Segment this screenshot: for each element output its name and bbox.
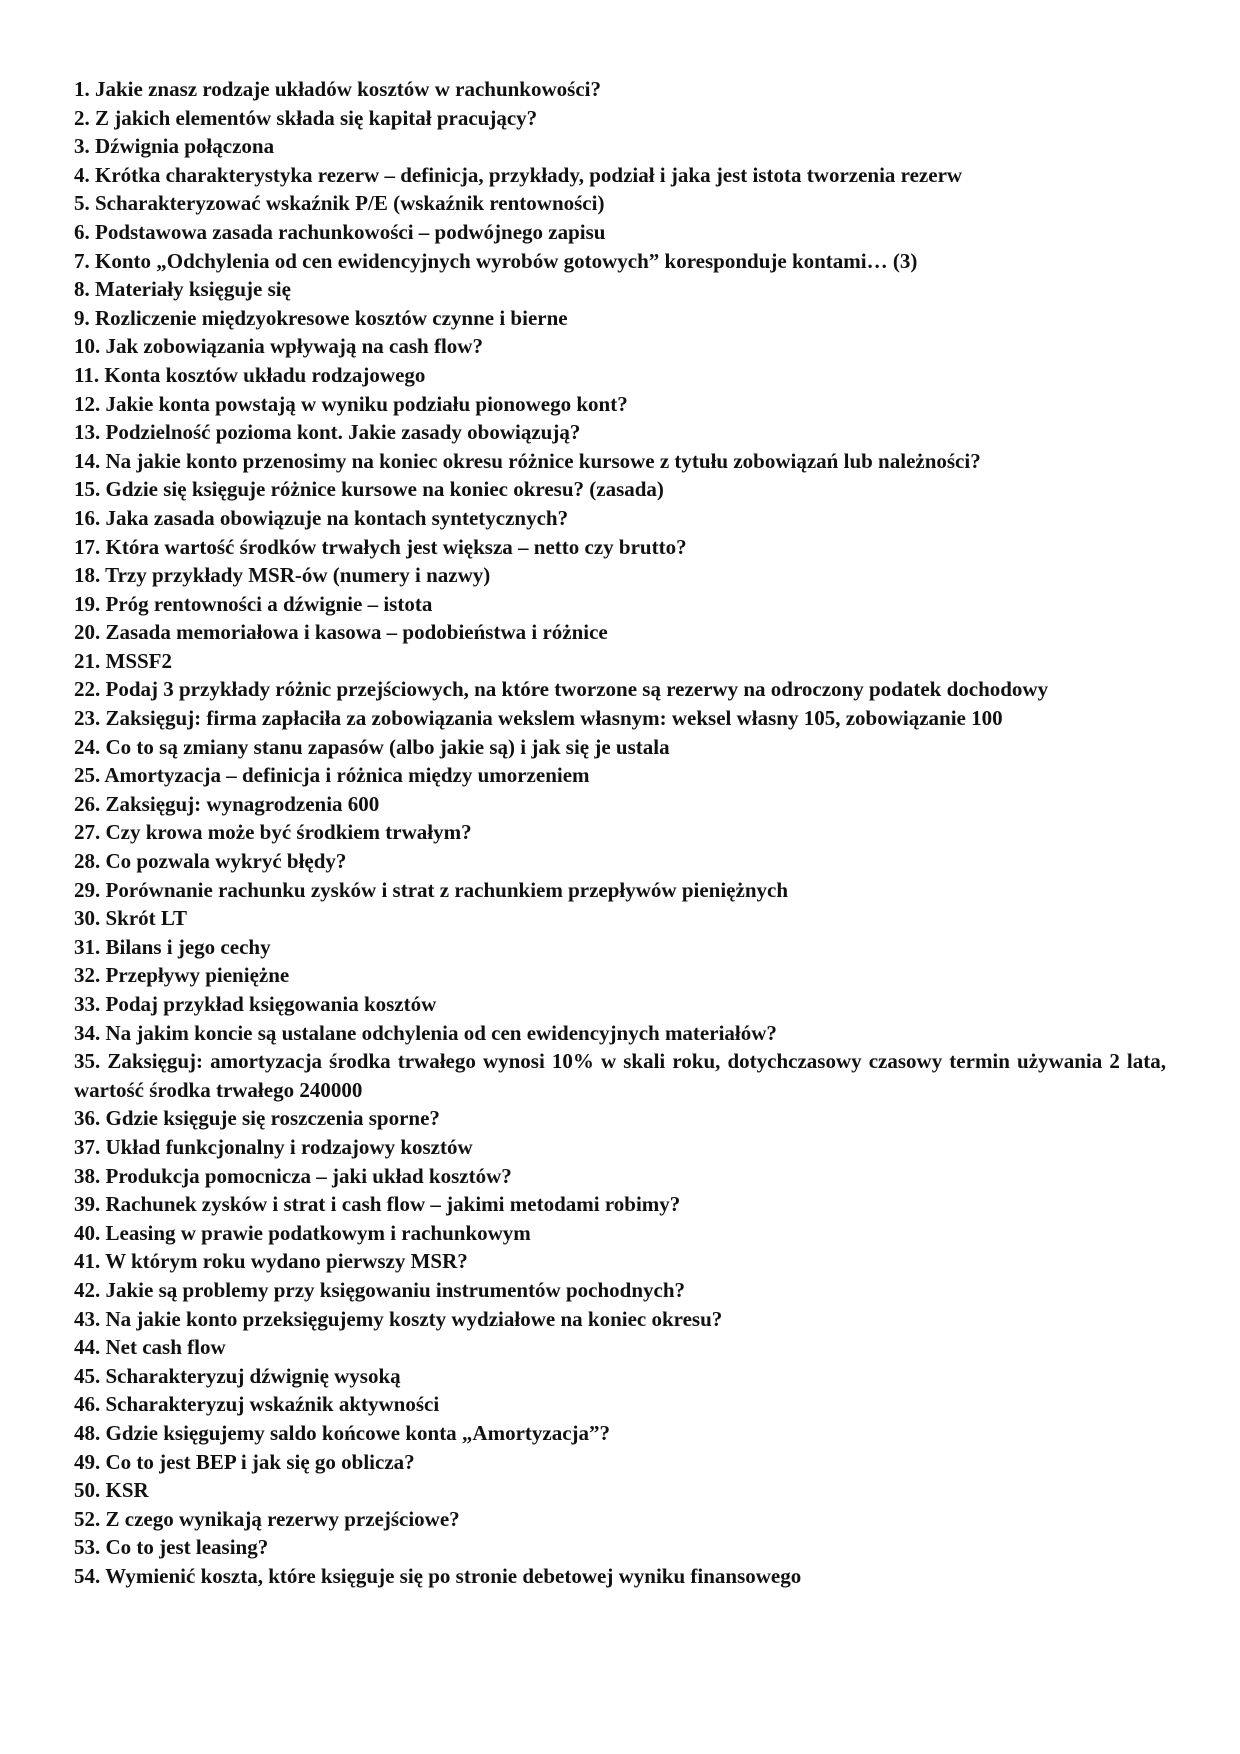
question-item: 15. Gdzie się księguje różnice kursowe na koniec okresu? (zasada) <box>74 477 664 502</box>
question-item: 39. Rachunek zysków i strat i cash flow – jakimi metodami robimy? <box>74 1192 681 1217</box>
question-item: 3. Dźwignia połączona <box>74 134 275 159</box>
question-item: 22. Podaj 3 przykłady różnic przejściowych, na które tworzone są rezerwy na odroczony podatek dochodowy <box>74 677 1049 702</box>
question-item: 31. Bilans i jego cechy <box>74 934 271 959</box>
question-item: 43. Na jakie konto przeksięgujemy koszty wydziałowe na koniec okresu? <box>74 1306 723 1331</box>
question-list <box>74 75 1166 1590</box>
question-item: 53. Co to jest leasing? <box>74 1535 269 1560</box>
question-item: 4. Krótka charakterystyka rezerw – definicja, przykłady, podział i jaka jest istota tworzenia rezerw <box>74 162 963 187</box>
question-item: 50. KSR <box>74 1478 149 1503</box>
question-item: 19. Próg rentowności a dźwignie – istota <box>74 591 433 616</box>
question-item: 32. Przepływy pieniężne <box>74 963 290 988</box>
question-item: 35. Zaksięguj: amortyzacja środka trwałego wynosi 10% w skali roku, dotychczasowy czasowy termin używania 2 lata, wartość środka trwałego 240000 <box>74 1049 1166 1102</box>
question-item: 41. W którym roku wydano pierwszy MSR? <box>74 1249 468 1274</box>
question-item: 7. Konto „Odchylenia od cen ewidencyjnych wyrobów gotowych” koresponduje kontami… (3) <box>74 248 918 273</box>
question-item: 34. Na jakim koncie są ustalane odchylenia od cen ewidencyjnych materiałów? <box>74 1020 777 1045</box>
question-item: 10. Jak zobowiązania wpływają na cash flow? <box>74 334 483 359</box>
question-item: 42. Jakie są problemy przy księgowaniu instrumentów pochodnych? <box>74 1277 686 1302</box>
question-item: 14. Na jakie konto przenosimy na koniec okresu różnice kursowe z tytułu zobowiązań lub należności? <box>74 448 981 473</box>
question-item: 49. Co to jest BEP i jak się go oblicza? <box>74 1449 415 1474</box>
question-item: 54. Wymienić koszta, które księguje się po stronie debetowej wyniku finansowego <box>74 1563 802 1588</box>
question-item: 1. Jakie znasz rodzaje układów kosztów w rachunkowości? <box>74 77 601 101</box>
question-item: 36. Gdzie księguje się roszczenia sporne? <box>74 1106 440 1131</box>
question-item: 17. Która wartość środków trwałych jest większa – netto czy brutto? <box>74 534 687 559</box>
question-item: 2. Z jakich elementów składa się kapitał pracujący? <box>74 105 538 130</box>
question-item: 8. Materiały księguje się <box>74 277 291 302</box>
question-item: 5. Scharakteryzować wskaźnik P/E (wskaźnik rentowności) <box>74 191 605 216</box>
question-item: 21. MSSF2 <box>74 648 173 673</box>
question-item: 46. Scharakteryzuj wskaźnik aktywności <box>74 1392 440 1417</box>
question-item: 25. Amortyzacja – definicja i różnica między umorzeniem <box>74 763 590 788</box>
question-item: 28. Co pozwala wykryć błędy? <box>74 849 347 874</box>
question-item: 37. Układ funkcjonalny i rodzajowy kosztów <box>74 1134 473 1159</box>
question-item: 30. Skrót LT <box>74 906 188 931</box>
question-item: 24. Co to są zmiany stanu zapasów (albo jakie są) i jak się je ustala <box>74 734 670 759</box>
question-item: 33. Podaj przykład księgowania kosztów <box>74 992 437 1016</box>
question-item: 9. Rozliczenie międzyokresowe kosztów czynne i bierne <box>74 305 568 330</box>
question-item: 44. Net cash flow <box>74 1335 226 1360</box>
question-item: 6. Podstawowa zasada rachunkowości – podwójnego zapisu <box>74 219 606 244</box>
question-item: 45. Scharakteryzuj dźwignię wysoką <box>74 1363 401 1388</box>
question-item: 29. Porównanie rachunku zysków i strat z rachunkiem przepływów pieniężnych <box>74 877 788 902</box>
question-item: 11. Konta kosztów układu rodzajowego <box>74 362 426 387</box>
question-item: 12. Jakie konta powstają w wyniku podziału pionowego kont? <box>74 391 628 416</box>
question-item: 23. Zaksięguj: firma zapłaciła za zobowiązania wekslem własnym: weksel własny 105, zobowiązanie 100 <box>74 706 1003 731</box>
question-item: 40. Leasing w prawie podatkowym i rachunkowym <box>74 1220 531 1245</box>
question-item: 18. Trzy przykłady MSR-ów (numery i nazwy) <box>74 563 491 588</box>
question-item: 16. Jaka zasada obowiązuje na kontach syntetycznych? <box>74 505 569 530</box>
question-item: 26. Zaksięguj: wynagrodzenia 600 <box>74 791 380 816</box>
question-item: 38. Produkcja pomocnicza – jaki układ kosztów? <box>74 1163 512 1188</box>
question-item: 48. Gdzie księgujemy saldo końcowe konta „Amortyzacja”? <box>74 1420 611 1445</box>
question-item: 13. Podzielność pozioma kont. Jakie zasady obowiązują? <box>74 420 581 445</box>
question-item: 27. Czy krowa może być środkiem trwałym? <box>74 820 472 845</box>
question-item: 20. Zasada memoriałowa i kasowa – podobieństwa i różnice <box>74 620 608 645</box>
question-item: 52. Z czego wynikają rezerwy przejściowe? <box>74 1506 460 1531</box>
